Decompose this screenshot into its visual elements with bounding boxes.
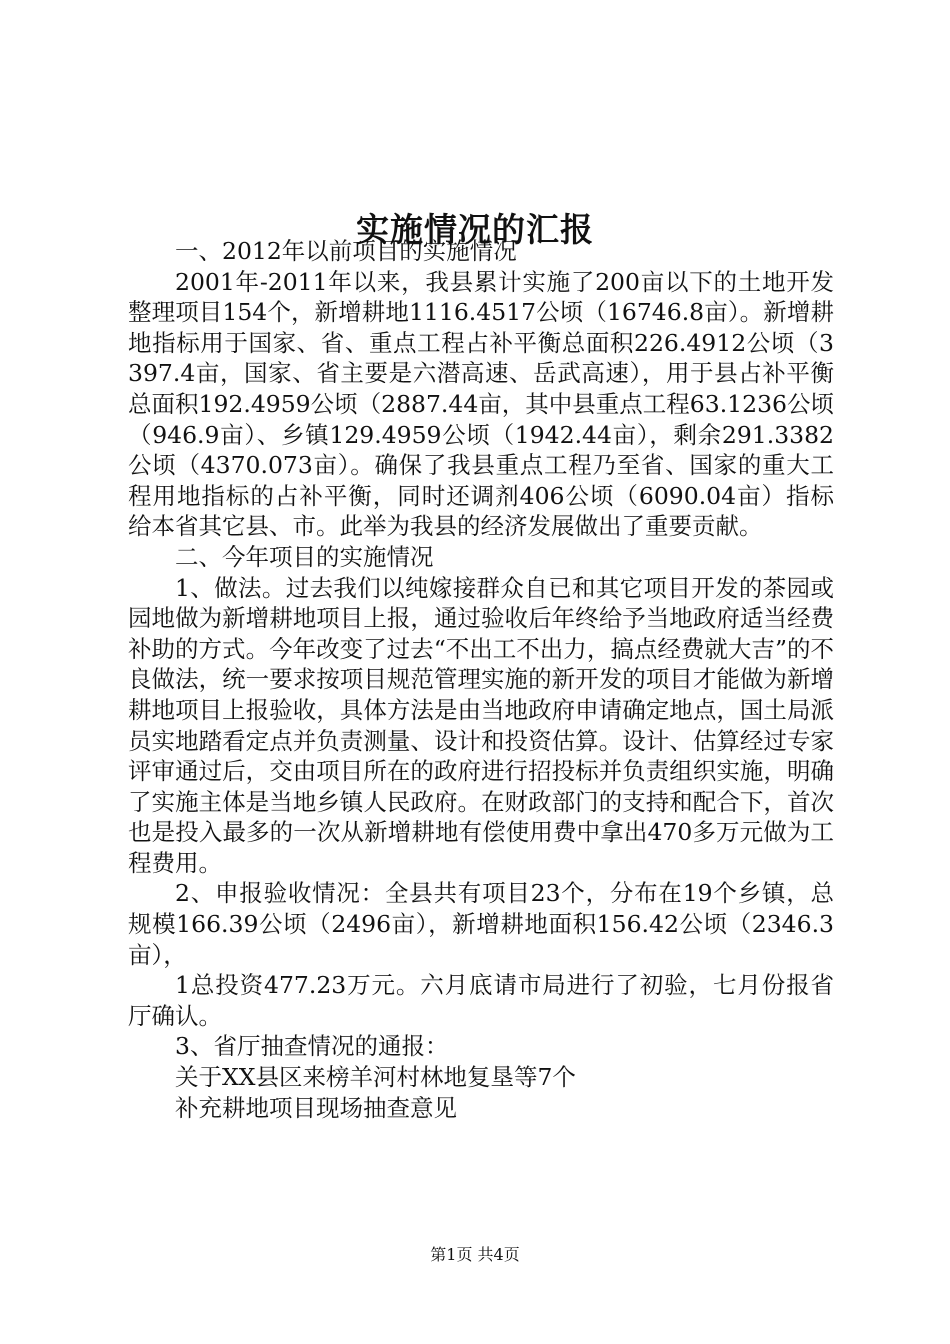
paragraph-notice-title-line1: 关于XX县区来榜羊河村林地复垦等7个 (175, 1063, 576, 1092)
section-heading-1: 一、2012年以前项目的实施情况 (175, 237, 517, 265)
page-number: 第1页 共4页 (430, 1245, 520, 1264)
section-heading-2: 二、今年项目的实施情况 (175, 542, 434, 571)
paragraph-investment: 1总投资477.23万元。六月底请市局进行了初验，七月份报省厅确认。 (128, 971, 834, 1030)
document-body (128, 236, 834, 1123)
paragraph-history: 2001年-2011年以来，我县累计实施了200亩以下的土地开发整理项目154个，新增耕地1116.4517公顷（16746.8亩）。新增耕地指标用于国家、省、重点工程占补平衡总面积226.4912公顷（3397.4亩，国家、省主要是六潜高速、岳武高速），用于县占补平衡总面积192.4959公顷（2887.44亩，其中县重点工程63.1236公顷（946.9亩）、乡镇129.4959公顷（1942.44亩），剩余291.3382公顷（4370.073亩）。确保了我县重点工程乃至省、国家的重大工程用地指标的占补平衡，同时还调剂406公顷（6090.04亩）指标给本省其它县、市。此举为我县的经济发展做出了重要贡献。 (128, 267, 834, 541)
paragraph-notice-title-line2: 补充耕地项目现场抽查意见 (175, 1093, 457, 1122)
paragraph-method: 1、做法。过去我们以纯嫁接群众自已和其它项目开发的茶园或园地做为新增耕地项目上报，通过验收后年终给予当地政府适当经费补助的方式。今年改变了过去“不出工不出力，搞点经费就大吉”的不良做法，统一要求按项目规范管理实施的新开发的项目才能做为新增耕地项目上报验收，具体方法是由当地政府申请确定地点，国土局派员实地踏看定点并负责测量、设计和投资估算。设计、估算经过专家评审通过后，交由项目所在的政府进行招投标并负责组织实施，明确了实施主体是当地乡镇人民政府。在财政部门的支持和配合下，首次也是投入最多的一次从新增耕地有偿使用费中拿出470多万元做为工程费用。 (128, 573, 834, 877)
paragraph-inspection-heading: 3、省厅抽查情况的通报： (175, 1032, 449, 1061)
document-title: 实施情况的汇报 (356, 210, 594, 250)
paragraph-acceptance: 2、申报验收情况：全县共有项目23个，分布在19个乡镇，总规模166.39公顷（2496亩），新增耕地面积156.42公顷（2346.3亩）， (128, 879, 834, 969)
